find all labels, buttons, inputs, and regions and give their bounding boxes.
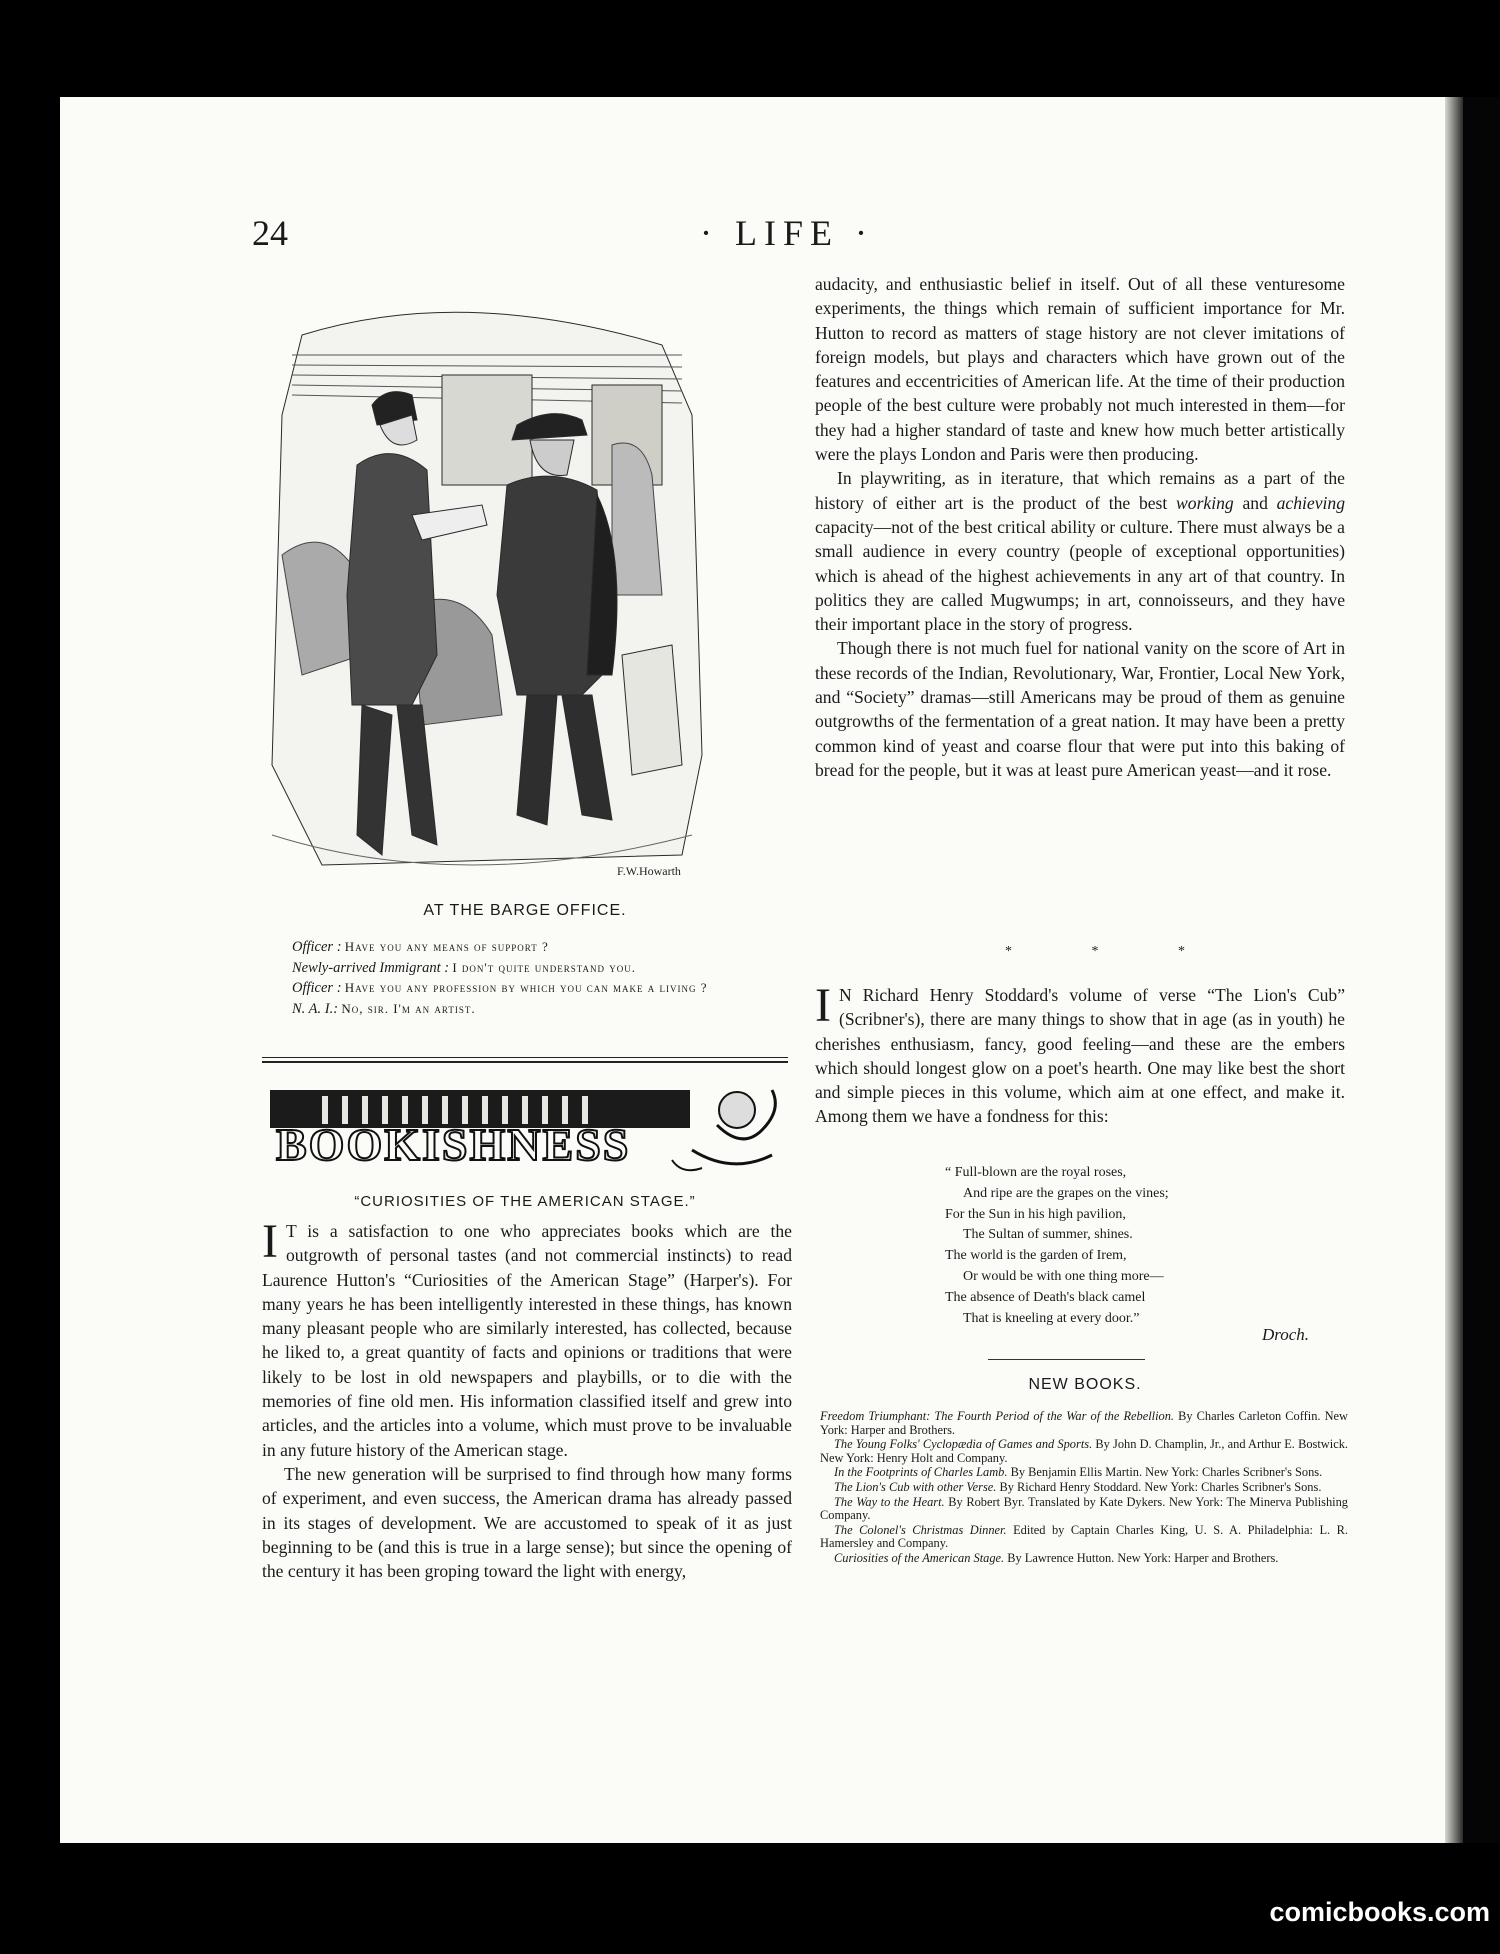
paragraph-text: N Richard Henry Stoddard's volume of verse “The Lion's Cub” (Scribner's), there are many things to show that in age (as in youth) he cherishes enthusiasm, fancy, good feeling—and these are the embers which should longest glow on a poet's hearth. One may like best the short and simple pieces in this volume, which aim at one effect, and make it. Among them we have a fondness for this: <box>815 985 1345 1127</box>
bookishness-headpiece <box>262 1080 792 1180</box>
book-details: By Lawrence Hutton. New York: Harper and Brothers. <box>1004 1550 1279 1565</box>
book-entry <box>820 1481 1348 1495</box>
article-paragraph: audacity, and enthusiastic belief in itself. Out of all these venturesome experiments, the things which remain of sufficient importance for Mr. Hutton to record as matters of stage history are not clever imitations of foreign models, but plays and characters which have grown out of the features and eccentricities of American life. At the time of their production people of the best culture were probably not much interested in them—for they had a higher standard of taste and knew how much better artistically were the plays London and Paris were then producing. <box>815 274 1345 465</box>
section-stars: * * * <box>1005 944 1223 959</box>
barge-office-illustration <box>262 295 712 887</box>
book-title: The Young Folks' Cyclopædia of Games and Sports. <box>834 1437 1093 1452</box>
drop-cap: I <box>262 1215 278 1268</box>
article-paragraph <box>262 1215 792 1462</box>
poem-line: That is kneeling at every door.” <box>963 1310 1140 1326</box>
quoted-poem <box>945 1163 1169 1329</box>
paragraph-text: T is a satisfaction to one who appreciates books which are the outgrowth of personal tastes (and not commercial instincts) to read Laurence Hutton's “Curiosities of the American Stage” (Harper's). For many years he has been intelligently interested in these things, has known many pleasant people who are similarly interested, has collected, because he liked to, a great quantity of facts and opinions or traditions that were likely to be lost in old newspapers and playbills, or to die with the memories of fine old men. His information classified itself and grew into articles, and the articles into a volume, which must prove to be invaluable in any future history of the American stage. <box>262 1221 792 1460</box>
site-watermark[interactable]: comicbooks.com <box>1269 1897 1490 1927</box>
article-column-left <box>262 1215 792 1583</box>
book-details: By John D. Champlin, Jr., and Arthur E. Bostwick. New York: Henry Holt and Company. <box>820 1437 1348 1465</box>
dialogue-speaker: N. A. I.: <box>292 1000 339 1017</box>
article-paragraph: The new generation will be surprised to find through how many forms of experiment, and even success, the American drama has already passed in its stages of development. We are accustomed to speak of it as just beginning to be (and this is true in a large sense); but since the opening of the century it has been groping toward the light with energy, <box>262 1463 792 1582</box>
article-column-right <box>815 272 1345 782</box>
dialogue-line <box>262 937 788 958</box>
page-number: 24 <box>252 213 288 253</box>
dialogue-text: Have you any means of support ? <box>344 939 549 954</box>
dialogue-text: I don't quite understand you. <box>452 959 636 975</box>
book-details: By Robert Byr. Translated by Kate Dykers. New York: The Minerva Publishing Company. <box>820 1494 1348 1523</box>
book-details: By Benjamin Ellis Martin. New York: Charles Scribner's Sons. <box>1007 1465 1323 1480</box>
poem-line: The absence of Death's black camel <box>945 1289 1146 1305</box>
article-paragraph: Though there is not much fuel for national vanity on the score of Art in these records of the Indian, Revolutionary, War, Frontier, Local New York, and “Society” dramas—still Americans may be proud of them as genuine outgrowths of the fermentation of a great nation. It may have been a pretty common kind of yeast and coarse flour that were put into this baking of bread for the people, but it was at least pure American yeast—and it rose. <box>815 638 1345 780</box>
short-divider <box>988 1359 1145 1360</box>
poem-line: Or would be with one thing more— <box>963 1268 1164 1284</box>
dialogue-text: No, sir. I'm an artist. <box>341 1000 476 1016</box>
section-divider <box>262 1057 788 1058</box>
new-books-list <box>820 1410 1348 1567</box>
emphasis-text: achieving <box>1276 492 1345 513</box>
emphasis-text: working <box>1176 492 1234 513</box>
poem-line: For the Sun in his high pavilion, <box>945 1206 1126 1222</box>
dialogue-text: Have you any profession by which you can make a living ? <box>344 980 708 995</box>
poem-line: The Sultan of summer, shines. <box>963 1227 1133 1243</box>
book-entry <box>820 1466 1348 1480</box>
illustration-dialogue <box>262 937 788 1019</box>
poem-line: And ripe are the grapes on the vines; <box>963 1185 1169 1201</box>
masthead-title: · LIFE · <box>700 213 874 253</box>
book-title: Curiosities of the American Stage. <box>834 1550 1005 1565</box>
dialogue-line <box>262 999 788 1020</box>
article-paragraph <box>815 979 1345 1129</box>
poem-line: “ Full-blown are the royal roses, <box>945 1165 1127 1180</box>
dialogue-speaker: Officer : <box>292 939 342 955</box>
paragraph-text: In playwriting, as in iterature, that which remains as a part of the history of either art is the product of the best <box>815 468 1345 513</box>
stoddard-review <box>815 979 1345 1129</box>
page-spine-shadow <box>1445 97 1463 1843</box>
book-title: In the Footprints of Charles Lamb. <box>834 1465 1008 1480</box>
book-title: The Colonel's Christmas Dinner. <box>834 1522 1007 1537</box>
dialogue-line <box>262 978 788 999</box>
new-books-title: NEW BOOKS. <box>1028 1376 1142 1393</box>
scan-border <box>1463 97 1500 1843</box>
dialogue-speaker: Newly-arrived Immigrant : <box>292 959 450 976</box>
book-entry <box>820 1524 1348 1551</box>
drop-cap: I <box>815 979 831 1032</box>
illustration-caption-title: AT THE BARGE OFFICE. <box>423 902 627 919</box>
article-paragraph <box>815 466 1345 636</box>
artist-signature: F.W.Howarth <box>617 864 681 878</box>
book-entry <box>820 1552 1348 1566</box>
article-subhead: “CURIOSITIES OF THE AMERICAN STAGE.” <box>354 1193 696 1210</box>
paragraph-text: capacity—not of the best critical ability or culture. There must always be a small audience in every country (people of exceptional opportunities) which is ahead of the highest achievements in any art of that country. In politics they are called Mugwumps; in art, connoisseurs, and they have their important place in the story of progress. <box>815 516 1345 635</box>
section-divider-thick <box>262 1061 788 1063</box>
paragraph-text: and <box>1233 492 1277 513</box>
book-entry <box>820 1410 1348 1437</box>
book-details: By Charles Carleton Coffin. New York: Harper and Brothers. <box>820 1409 1348 1437</box>
book-details: By Richard Henry Stoddard. New York: Charles Scribner's Sons. <box>996 1479 1322 1494</box>
book-title: The Way to the Heart. <box>834 1494 945 1509</box>
book-title: Freedom Triumphant: The Fourth Period of the War of the Rebellion. <box>820 1409 1175 1423</box>
book-entry <box>820 1496 1348 1523</box>
poem-line: The world is the garden of Irem, <box>945 1248 1127 1264</box>
book-details: Edited by Captain Charles King, U. S. A. Philadelphia: L. R. Hamersley and Company. <box>820 1522 1348 1551</box>
author-signature: Droch. <box>1262 1325 1310 1344</box>
book-entry <box>820 1438 1348 1465</box>
book-title: The Lion's Cub with other Verse. <box>834 1479 997 1494</box>
dialogue-speaker: Officer : <box>292 980 342 996</box>
headpiece-lettering: BOOKISHNESS <box>276 1119 631 1170</box>
dialogue-line <box>262 958 788 979</box>
